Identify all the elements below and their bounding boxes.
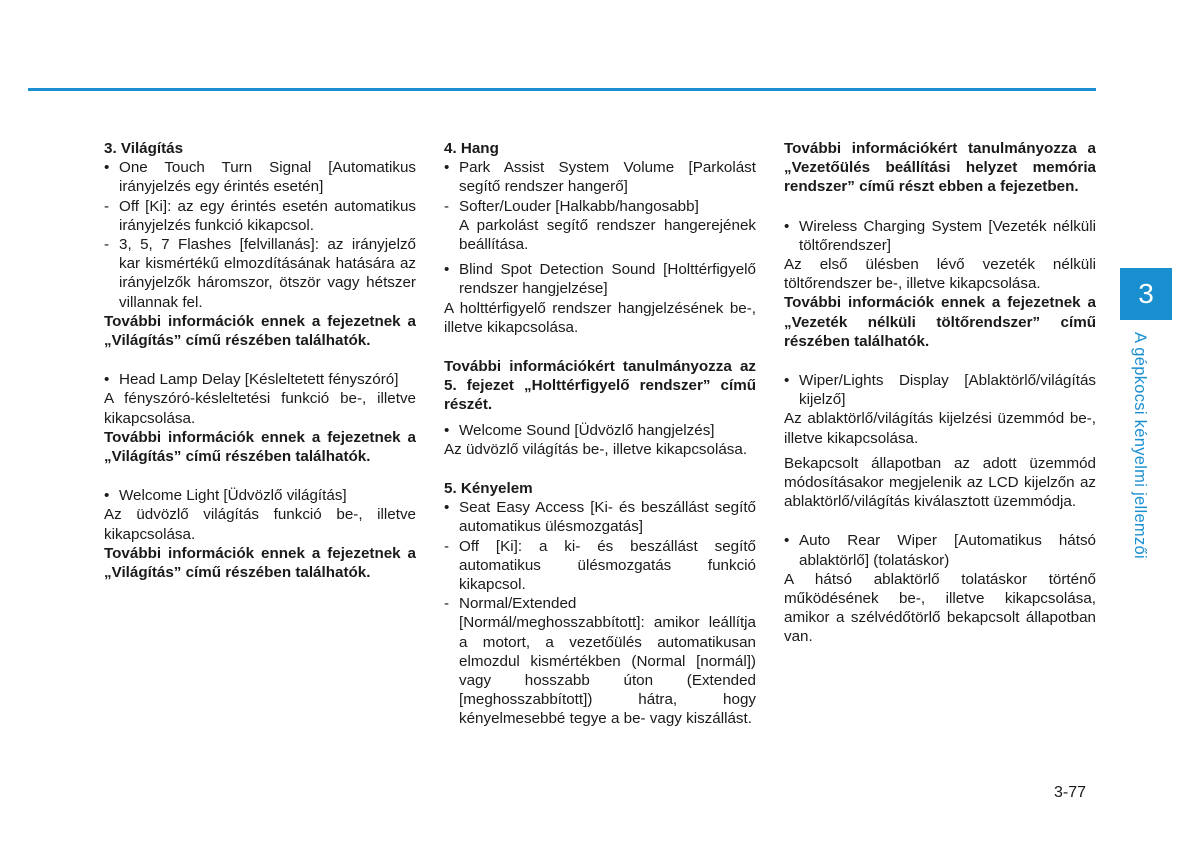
paragraph: A parkolást segítő rendszer hangerejének beállítása. <box>459 216 756 254</box>
list-item-wireless-charging: • Wireless Charging System [Vezeték nélküli töltőrendszer] <box>784 217 1096 254</box>
chapter-number-tab: 3 <box>1120 268 1172 320</box>
list-item-head-lamp-delay: • Head Lamp Delay [Késleltetett fényszóró] <box>104 371 399 389</box>
list-item-blind-spot-sound: • Blind Spot Detection Sound [Holttérfigyelő rendszer hangjelzése] <box>444 261 756 298</box>
section-heading-lighting: 3. Világítás <box>104 140 184 157</box>
section-heading-sound: 4. Hang <box>444 140 499 157</box>
header-rule <box>28 88 1096 91</box>
list-subitem-softer-louder: - Softer/Louder [Halkabb/hangosabb] <box>444 197 699 215</box>
reference-note: További információk ennek a fejezetnek a „Vezeték nélküli töltőrendszer” című részében találhatók. <box>784 294 1096 350</box>
paragraph: Az üdvözlő világítás be-, illetve kikapcsolása. <box>444 440 748 458</box>
paragraph: Bekapcsolt állapotban az adott üzemmód módosításakor megjelenik az LCD kijelzőn az ablaktörlő/világítás kiválasztott üzemmódja. <box>784 454 1096 511</box>
paragraph: Az első ülésben lévő vezeték nélküli töltőrendszer be-, illetve kikapcsolása. <box>784 256 1096 293</box>
list-subitem-off: - Off [Ki]: az egy érintés esetén automatikus irányjelzés funkció kikapcsol. <box>104 197 416 234</box>
list-item-one-touch-turn-signal: • One Touch Turn Signal [Automatikus irányjelzés egy érintés esetén] <box>104 159 416 196</box>
page-number: 3-77 <box>1054 784 1087 801</box>
list-subitem-flashes: - 3, 5, 7 Flashes [felvillanás]: az irányjelző kar kismértékű elmozdításának hatására az irányjelzők háromszor, ötször vagy hétszer villannak fel. <box>104 236 416 311</box>
reference-note: További információk ennek a fejezetnek a „Világítás” című részében találhatók. <box>104 544 416 582</box>
list-subitem-normal-extended: - Normal/Extended [Normál/meghosszabbított]: amikor leállítja a motort, a vezetőülés automatikusan elmozdul kismértékben (Normal [normál]) vagy hosszabb úton (Extended [meghosszabbított]) hátra, hogy kényelmesebbé tegye a be- vagy kiszállást. <box>444 595 756 728</box>
list-item-park-assist-volume: • Park Assist System Volume [Parkolást segítő rendszer hangerő] <box>444 159 756 196</box>
list-item-seat-easy-access: • Seat Easy Access [Ki- és beszállást segítő automatikus ülésmozgatás] <box>444 499 756 536</box>
paragraph: Az ablaktörlő/világítás kijelzési üzemmód be-, illetve kikapcsolása. <box>784 410 1096 447</box>
reference-note: További információk ennek a fejezetnek a „Világítás” című részében találhatók. <box>104 312 416 350</box>
list-item-welcome-sound: • Welcome Sound [Üdvözlő hangjelzés] <box>444 421 715 439</box>
paragraph: A hátsó ablaktörlő tolatáskor történő működésének be-, illetve kikapcsolása, amikor a szélvédőtörlő bekapcsolt állapotban van. <box>784 570 1096 646</box>
reference-note: További információkért tanulmányozza a „Vezetőülés beállítási helyzet memória rendszer” című részt ebben a fejezetben. <box>784 140 1096 196</box>
list-item-welcome-light: • Welcome Light [Üdvözlő világítás] <box>104 487 347 505</box>
section-heading-comfort: 5. Kényelem <box>444 480 533 498</box>
reference-note: További információk ennek a fejezetnek a „Világítás” című részében találhatók. <box>104 428 416 466</box>
reference-note: További információkért tanulmányozza az 5. fejezet „Holttérfigyelő rendszer” című részét. <box>444 358 756 414</box>
paragraph: A fényszóró-késleltetési funkció be-, illetve kikapcsolása. <box>104 390 416 427</box>
paragraph: A holttérfigyelő rendszer hangjelzésének be-, illetve kikapcsolása. <box>444 299 756 336</box>
chapter-side-title: A gépkocsi kényelmi jellemzői <box>1131 332 1149 559</box>
column-comfort-continued <box>784 139 1096 647</box>
list-item-auto-rear-wiper: • Auto Rear Wiper [Automatikus hátsó ablaktörlő] (tolatáskor) <box>784 532 1096 569</box>
column-sound-comfort <box>444 139 756 729</box>
list-item-wiper-lights-display: • Wiper/Lights Display [Ablaktörlő/világítás kijelző] <box>784 372 1096 409</box>
list-subitem-off: - Off [Ki]: a ki- és beszállást segítő automatikus ülésmozgatás funkció kikapcsol. <box>444 537 756 594</box>
column-lighting <box>104 139 416 582</box>
paragraph: Az üdvözlő világítás funkció be-, illetve kikapcsolása. <box>104 506 416 543</box>
